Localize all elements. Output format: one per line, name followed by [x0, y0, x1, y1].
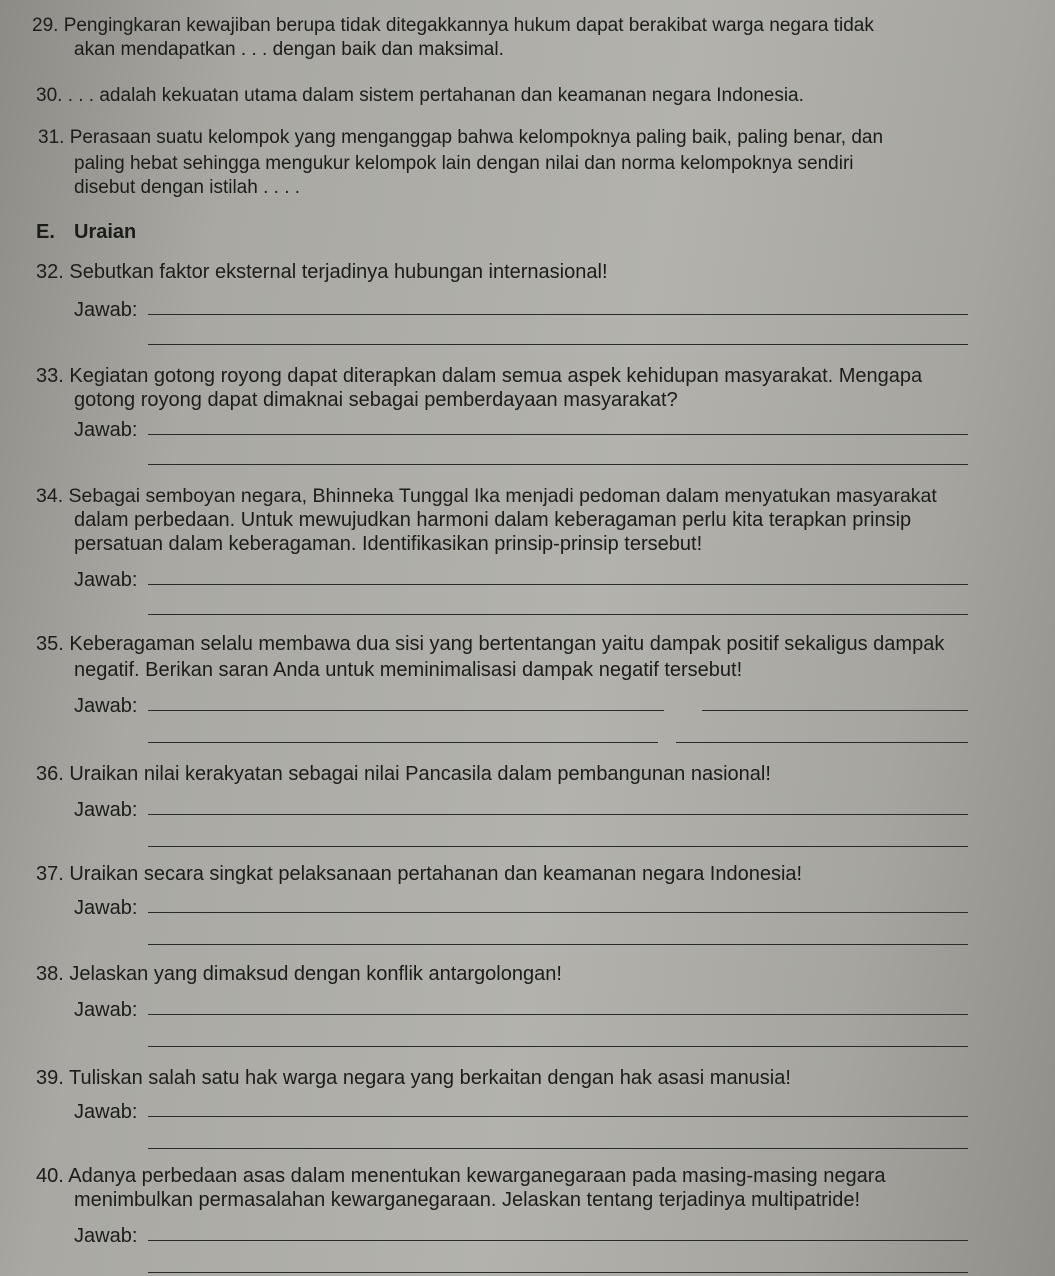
answer-line-32b[interactable]: [148, 344, 968, 345]
question-35-line-2: negatif. Berikan saran Anda untuk meminimalisasi dampak negatif tersebut!: [74, 659, 743, 681]
question-34-line-3: persatuan dalam keberagaman. Identifikasikan prinsip-prinsip tersebut!: [74, 533, 703, 555]
question-29-line-2: akan mendapatkan . . . dengan baik dan maksimal.: [74, 39, 504, 60]
question-34-line-2: dalam perbedaan. Untuk mewujudkan harmoni dalam keberagaman perlu kita terapkan prinsip: [74, 509, 912, 531]
answer-label-32: Jawab:: [74, 299, 138, 321]
question-31-line-2: paling hebat sehingga mengukur kelompok lain dengan nilai dan norma kelompoknya sendiri: [74, 153, 854, 174]
answer-line-39b[interactable]: [148, 1148, 968, 1149]
question-30-line-1: 30. . . . adalah kekuatan utama dalam sistem pertahanan dan keamanan negara Indonesia.: [36, 85, 804, 106]
question-37-text: 37. Uraikan secara singkat pelaksanaan pertahanan dan keamanan negara Indonesia!: [36, 863, 803, 885]
answer-label-35: Jawab:: [74, 695, 138, 717]
question-33-line-1: 33. Kegiatan gotong royong dapat diterapkan dalam semua aspek kehidupan masyarakat. Mengapa: [36, 365, 923, 387]
question-29-line-1: 29. Pengingkaran kewajiban berupa tidak ditegakkannya hukum dapat berakibat warga negara tidak: [32, 15, 874, 36]
answer-line-35d[interactable]: [676, 742, 968, 743]
question-40-line-1: 40. Adanya perbedaan asas dalam menentukan kewarganegaraan pada masing-masing negara: [36, 1165, 886, 1187]
answer-line-40a[interactable]: [148, 1240, 968, 1241]
answer-label-40: Jawab:: [74, 1225, 138, 1247]
question-40-line-2: menimbulkan permasalahan kewarganegaraan. Jelaskan tentang terjadinya multipatride!: [74, 1189, 861, 1211]
question-35-line-1: 35. Keberagaman selalu membawa dua sisi yang bertentangan yaitu dampak positif sekaligus dampak: [36, 633, 945, 655]
answer-line-36a[interactable]: [148, 814, 968, 815]
answer-line-32a[interactable]: [148, 314, 968, 315]
question-38-text: 38. Jelaskan yang dimaksud dengan konflik antargolongan!: [36, 963, 562, 985]
answer-line-35c[interactable]: [148, 742, 658, 743]
answer-line-39a[interactable]: [148, 1116, 968, 1117]
answer-label-36: Jawab:: [74, 799, 138, 821]
question-34-line-1: 34. Sebagai semboyan negara, Bhinneka Tunggal Ika menjadi pedoman dalam menyatukan masyarakat: [36, 485, 937, 507]
question-32-text: 32. Sebutkan faktor eksternal terjadinya hubungan internasional!: [36, 261, 608, 283]
answer-line-37a[interactable]: [148, 912, 968, 913]
answer-line-40b[interactable]: [148, 1272, 968, 1273]
answer-label-39: Jawab:: [74, 1101, 138, 1123]
answer-line-33a[interactable]: [148, 434, 968, 435]
question-39-text: 39. Tuliskan salah satu hak warga negara yang berkaitan dengan hak asasi manusia!: [36, 1067, 791, 1089]
question-33-line-2: gotong royong dapat dimaknai sebagai pemberdayaan masyarakat?: [74, 389, 678, 411]
answer-label-38: Jawab:: [74, 999, 138, 1021]
answer-line-35a[interactable]: [148, 710, 664, 711]
answer-line-37b[interactable]: [148, 944, 968, 945]
answer-label-33: Jawab:: [74, 419, 138, 441]
answer-line-36b[interactable]: [148, 846, 968, 847]
section-e-title: Uraian: [74, 221, 137, 243]
answer-line-38b[interactable]: [148, 1046, 968, 1047]
question-36-text: 36. Uraikan nilai kerakyatan sebagai nilai Pancasila dalam pembangunan nasional!: [36, 763, 771, 785]
question-31-line-1: 31. Perasaan suatu kelompok yang menganggap bahwa kelompoknya paling baik, paling benar, dan: [38, 127, 884, 148]
answer-label-37: Jawab:: [74, 897, 138, 919]
answer-label-34: Jawab:: [74, 569, 138, 591]
answer-line-33b[interactable]: [148, 464, 968, 465]
answer-line-34a[interactable]: [148, 584, 968, 585]
question-31-line-3: disebut dengan istilah . . . .: [74, 177, 301, 198]
answer-line-38a[interactable]: [148, 1014, 968, 1015]
section-e-letter: E.: [36, 221, 55, 243]
answer-line-34b[interactable]: [148, 614, 968, 615]
answer-line-35b[interactable]: [702, 710, 968, 711]
